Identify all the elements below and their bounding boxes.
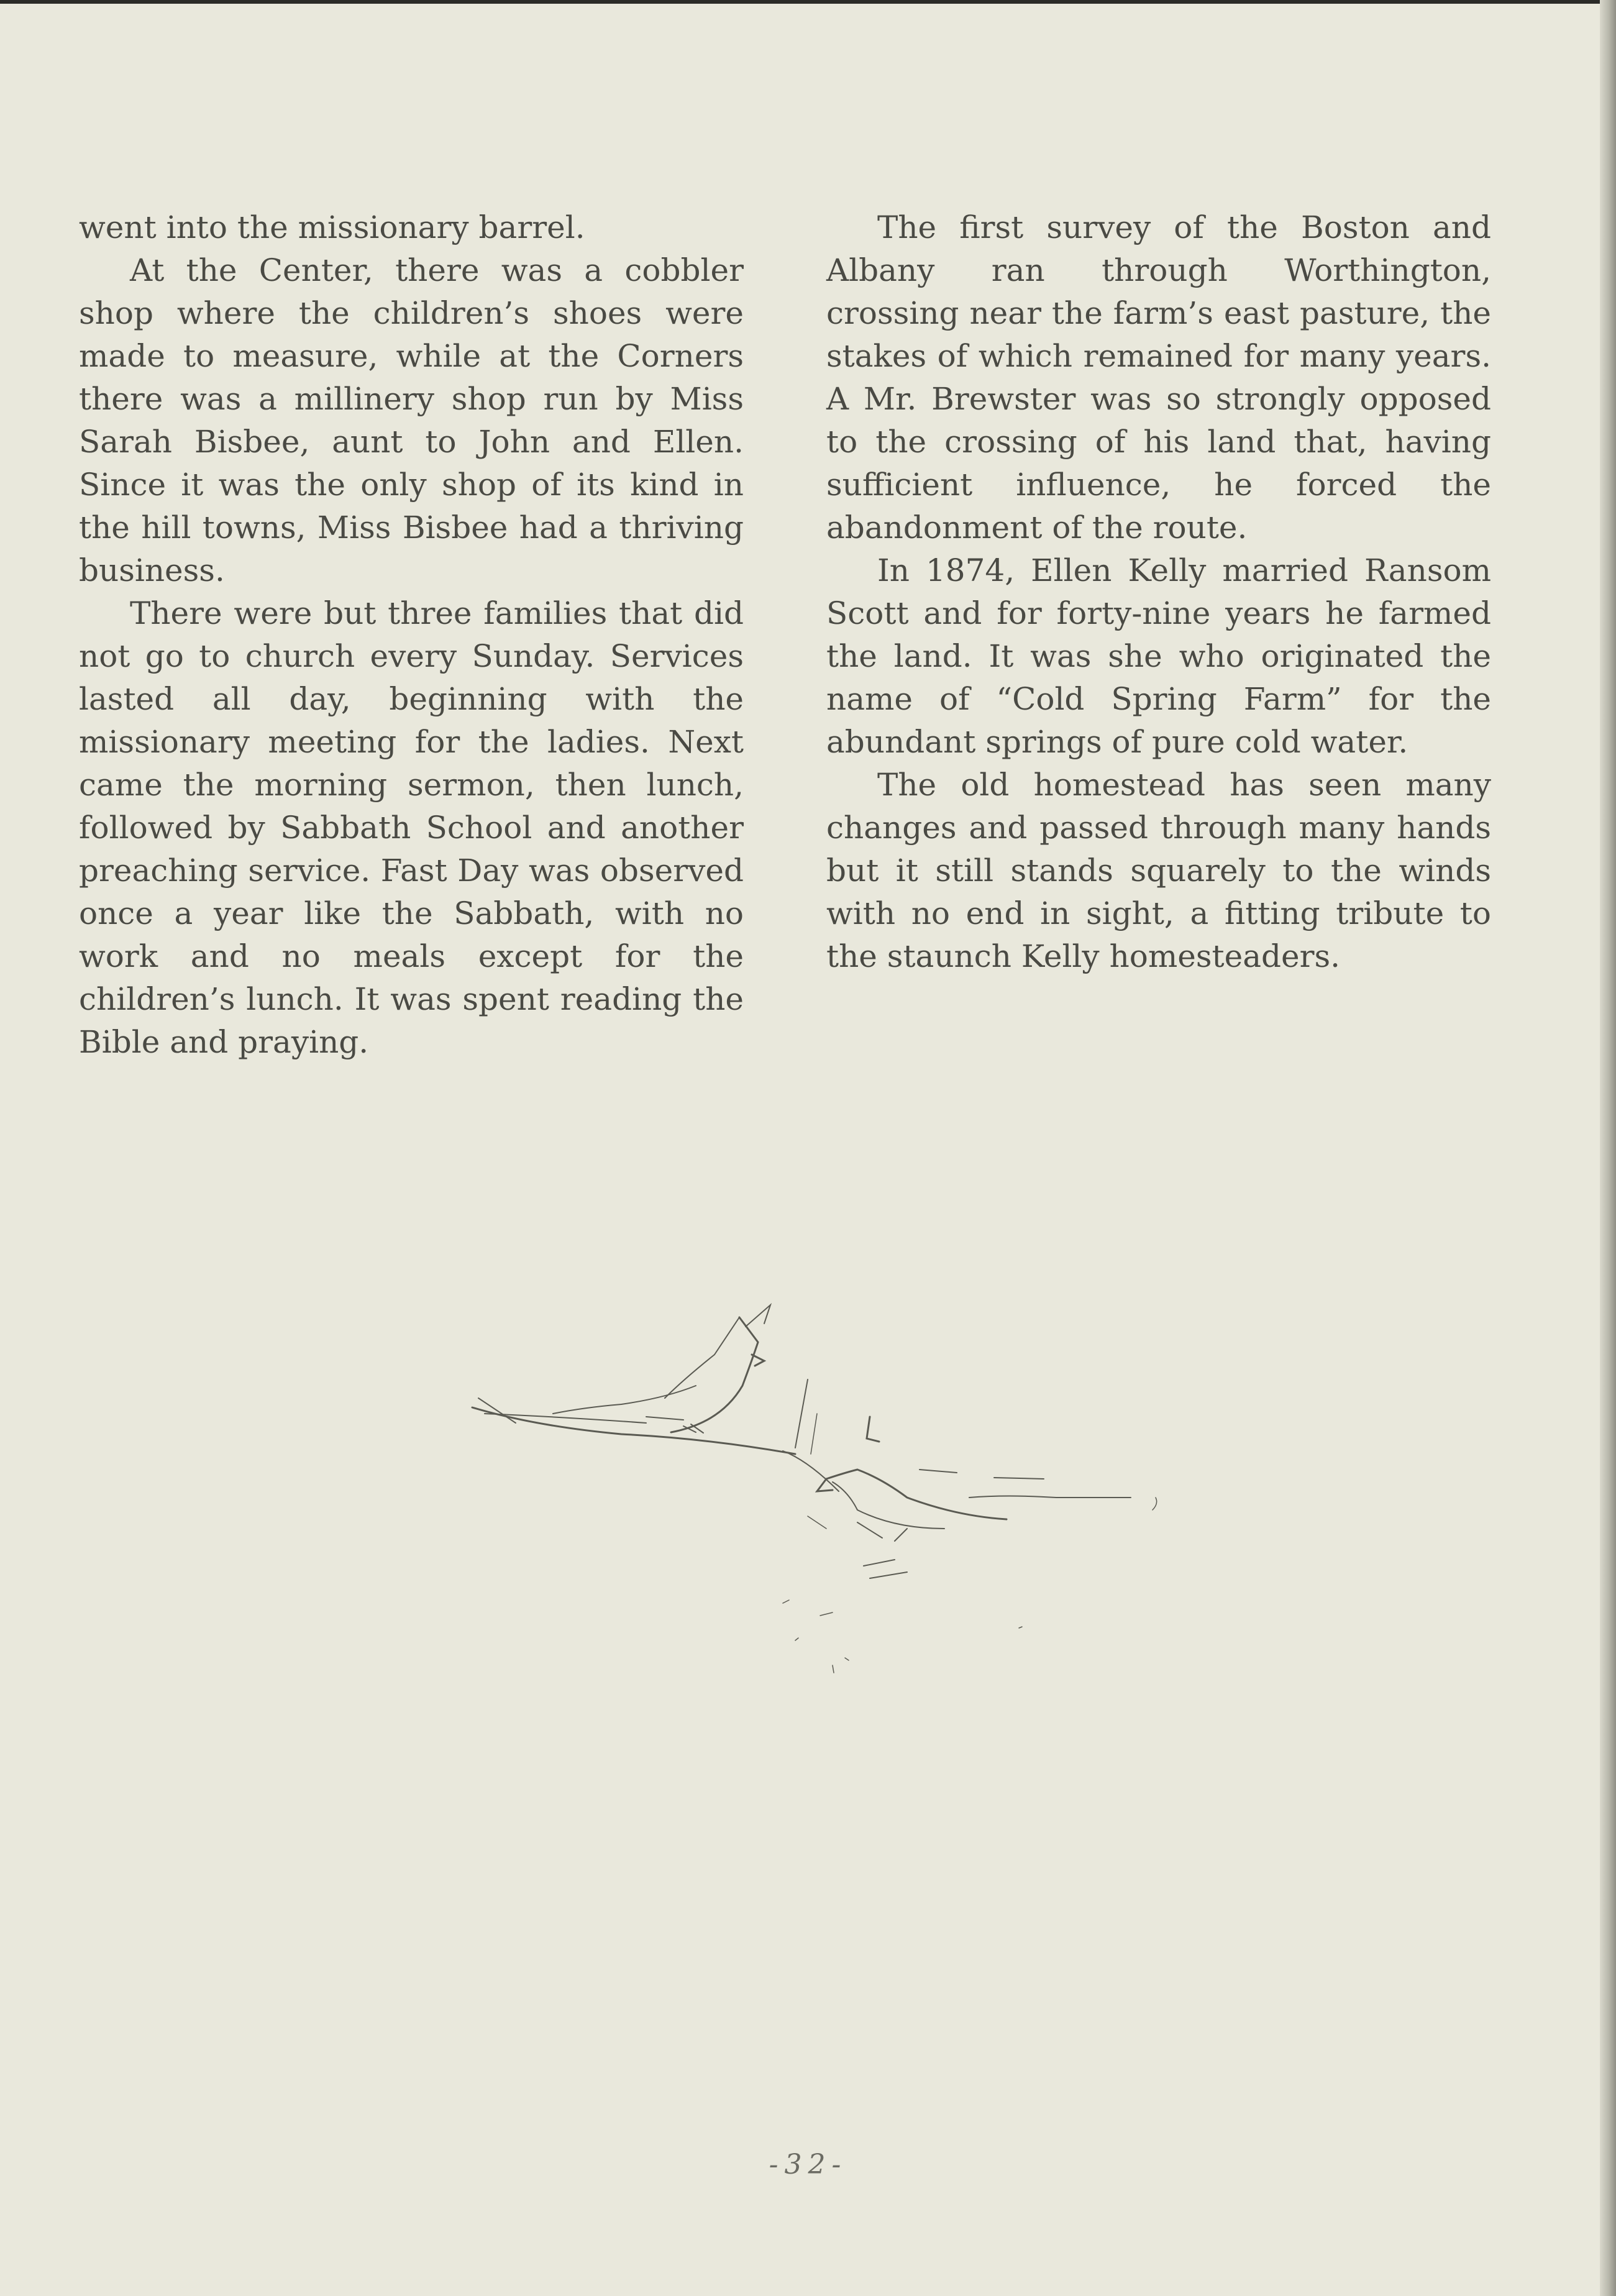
page-number: -32- bbox=[769, 2149, 847, 2180]
paragraph: There were but three families that did not go to church every Sunday. Services lasted all day, beginning with the missionary meeting for the ladies. Next came the morning sermon, then lunch, followed by Sabbath School and another preaching service. Fast Day was observed once a year like the Sabbath, with no work and no meals except for the children’s lunch. It was spent reading the Bible and praying. bbox=[79, 595, 744, 1060]
paragraph: In 1874, Ellen Kelly married Ransom Scott and for forty-nine years he farmed the land. It was she who originated the name of “Cold Spring Farm” for the abundant springs of pure cold water. bbox=[826, 552, 1491, 760]
cardinals-on-branch-sketch-icon bbox=[460, 1292, 1230, 1740]
right-text-column bbox=[826, 206, 1491, 978]
page-top-edge bbox=[0, 0, 1616, 4]
paragraph: went into the missionary barrel. bbox=[79, 209, 585, 245]
paragraph: At the Center, there was a cobbler shop where the children’s shoes were made to measure, while at the Corners there was a millinery shop run by Miss Sarah Bisbee, aunt to John and Ellen. Since it was the only shop of its kind in the hill towns, Miss Bisbee had a thriving business. bbox=[79, 252, 744, 588]
paragraph: The old homestead has seen many changes and passed through many hands but it still stands squarely to the winds with no end in sight, a fitting tribute to the staunch Kelly homesteaders. bbox=[826, 767, 1491, 974]
paragraph: The first survey of the Boston and Albany ran through Worthington, crossing near the farm’s east pasture, the stakes of which remained for many years. A Mr. Brewster was so strongly opposed to the crossing of his land that, having sufficient influence, he forced the abandonment of the route. bbox=[826, 209, 1491, 546]
bird-two-body bbox=[826, 1470, 1007, 1519]
bird-one-body bbox=[671, 1317, 758, 1432]
branch-line bbox=[472, 1407, 795, 1454]
left-text-column bbox=[79, 206, 744, 1064]
page-binding-shadow bbox=[1600, 0, 1616, 2296]
